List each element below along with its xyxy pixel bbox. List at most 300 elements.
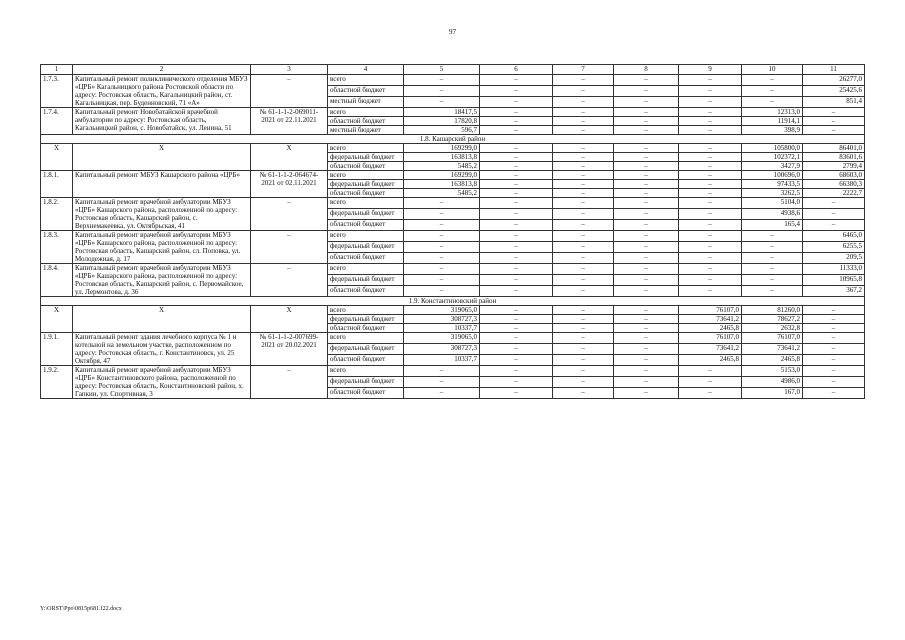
funding-source: всего bbox=[328, 306, 404, 315]
amount-cell: 163813,8 bbox=[404, 153, 480, 162]
amount-cell: – bbox=[553, 189, 614, 198]
amount-cell: – bbox=[742, 231, 803, 242]
amount-cell: – bbox=[679, 209, 742, 220]
funding-source: федеральный бюджет bbox=[328, 344, 404, 355]
amount-cell: – bbox=[614, 324, 679, 333]
amount-cell: – bbox=[803, 366, 865, 377]
amount-cell: – bbox=[553, 231, 614, 242]
amount-cell: – bbox=[404, 275, 480, 286]
amount-cell: 10337,7 bbox=[404, 324, 480, 333]
funding-source: областной бюджет bbox=[328, 220, 404, 231]
amount-cell: 81260,0 bbox=[742, 306, 803, 315]
item-description: Капитальный ремонт врачебной амбулатории МБУЗ «ЦРБ» Константиновского района, расположенной по адресу: Ростовская область, Константиновский район, х. Гапкин, ул. Спортивная, 3 bbox=[73, 366, 251, 399]
amount-cell: – bbox=[553, 153, 614, 162]
amount-cell: – bbox=[480, 162, 553, 171]
amount-cell: – bbox=[553, 388, 614, 399]
amount-cell: – bbox=[553, 97, 614, 108]
amount-cell: – bbox=[480, 286, 553, 297]
amount-cell: 66380,3 bbox=[803, 180, 865, 189]
funding-source: всего bbox=[328, 171, 404, 180]
amount-cell: – bbox=[742, 86, 803, 97]
amount-cell: – bbox=[614, 153, 679, 162]
amount-cell: – bbox=[803, 388, 865, 399]
amount-cell: 308727,3 bbox=[404, 315, 480, 324]
amount-cell: – bbox=[614, 180, 679, 189]
item-number: 1.9.1. bbox=[41, 333, 73, 366]
amount-cell: 76107,0 bbox=[679, 333, 742, 344]
amount-cell: – bbox=[803, 220, 865, 231]
table-row bbox=[41, 75, 865, 86]
amount-cell: – bbox=[679, 97, 742, 108]
amount-cell: – bbox=[480, 253, 553, 264]
amount-cell: 163813,8 bbox=[404, 180, 480, 189]
funding-source: всего bbox=[328, 264, 404, 275]
item-document: X bbox=[251, 306, 328, 333]
amount-cell: 2632,8 bbox=[742, 324, 803, 333]
amount-cell: – bbox=[614, 126, 679, 135]
page-number: 97 bbox=[449, 28, 456, 36]
amount-cell: 4938,6 bbox=[742, 209, 803, 220]
amount-cell: – bbox=[480, 189, 553, 198]
funding-source: всего bbox=[328, 108, 404, 117]
item-number: 1.8.4. bbox=[41, 264, 73, 297]
amount-cell: – bbox=[679, 75, 742, 86]
funding-source: областной бюджет bbox=[328, 355, 404, 366]
amount-cell: – bbox=[614, 231, 679, 242]
funding-source: областной бюджет bbox=[328, 189, 404, 198]
item-number: 1.8.3. bbox=[41, 231, 73, 264]
amount-cell: 2465,8 bbox=[679, 324, 742, 333]
column-header: 9 bbox=[679, 65, 742, 75]
funding-source: местный бюджет bbox=[328, 97, 404, 108]
amount-cell: – bbox=[679, 117, 742, 126]
column-header: 10 bbox=[742, 65, 803, 75]
amount-cell: 11333,0 bbox=[803, 264, 865, 275]
item-description: Капитальный ремонт врачебной амбулатории МБУЗ «ЦРБ» Кашарского района, расположенной по адресу: Ростовская область, Кашарский район, с. Верхнемакеевка, ул. Октябрьская, 41 bbox=[73, 198, 251, 231]
funding-source: всего bbox=[328, 144, 404, 153]
item-number: 1.8.1. bbox=[41, 171, 73, 198]
amount-cell: – bbox=[480, 306, 553, 315]
table-row bbox=[41, 198, 865, 209]
amount-cell: 3427,9 bbox=[742, 162, 803, 171]
amount-cell: – bbox=[679, 231, 742, 242]
budget-table bbox=[40, 64, 865, 399]
amount-cell: – bbox=[614, 97, 679, 108]
amount-cell: – bbox=[614, 162, 679, 171]
amount-cell: – bbox=[404, 253, 480, 264]
item-document: – bbox=[251, 231, 328, 264]
section-row bbox=[41, 297, 865, 306]
amount-cell: – bbox=[553, 306, 614, 315]
amount-cell: – bbox=[553, 220, 614, 231]
funding-source: областной бюджет bbox=[328, 286, 404, 297]
amount-cell: – bbox=[553, 355, 614, 366]
amount-cell: – bbox=[404, 264, 480, 275]
amount-cell: – bbox=[553, 171, 614, 180]
amount-cell: 5485,2 bbox=[404, 162, 480, 171]
table-row bbox=[41, 108, 865, 117]
funding-source: областной бюджет bbox=[328, 388, 404, 399]
amount-cell: – bbox=[553, 275, 614, 286]
amount-cell: 97433,5 bbox=[742, 180, 803, 189]
amount-cell: 398,9 bbox=[742, 126, 803, 135]
funding-source: федеральный бюджет bbox=[328, 315, 404, 324]
amount-cell: – bbox=[803, 209, 865, 220]
amount-cell: – bbox=[679, 242, 742, 253]
amount-cell: 105800,0 bbox=[742, 144, 803, 153]
amount-cell: – bbox=[614, 75, 679, 86]
amount-cell: – bbox=[742, 75, 803, 86]
amount-cell: – bbox=[480, 377, 553, 388]
amount-cell: 102372,1 bbox=[742, 153, 803, 162]
item-document: № 61-1-1-2-069011-2021 от 22.11.2021 bbox=[251, 108, 328, 135]
funding-source: всего bbox=[328, 75, 404, 86]
amount-cell: – bbox=[404, 366, 480, 377]
amount-cell: – bbox=[679, 162, 742, 171]
column-header: 11 bbox=[803, 65, 865, 75]
amount-cell: – bbox=[614, 366, 679, 377]
amount-cell: – bbox=[803, 344, 865, 355]
amount-cell: – bbox=[614, 242, 679, 253]
amount-cell: – bbox=[480, 242, 553, 253]
amount-cell: 367,2 bbox=[803, 286, 865, 297]
amount-cell: – bbox=[553, 108, 614, 117]
table-row bbox=[41, 333, 865, 344]
amount-cell: – bbox=[679, 144, 742, 153]
amount-cell: – bbox=[803, 377, 865, 388]
amount-cell: – bbox=[553, 117, 614, 126]
amount-cell: 68603,0 bbox=[803, 171, 865, 180]
amount-cell: 169299,0 bbox=[404, 171, 480, 180]
amount-cell: – bbox=[614, 388, 679, 399]
amount-cell: – bbox=[803, 126, 865, 135]
amount-cell: – bbox=[404, 198, 480, 209]
amount-cell: 4986,0 bbox=[742, 377, 803, 388]
amount-cell: – bbox=[679, 126, 742, 135]
amount-cell: – bbox=[553, 264, 614, 275]
funding-source: областной бюджет bbox=[328, 162, 404, 171]
amount-cell: – bbox=[480, 126, 553, 135]
item-document: X bbox=[251, 144, 328, 171]
amount-cell: – bbox=[614, 86, 679, 97]
amount-cell: – bbox=[614, 220, 679, 231]
item-description: Капитальный ремонт врачебной амбулатории МБУЗ «ЦРБ» Кашарского района, расположенной по адресу: Ростовская область, Кашарский район, сл. Поповка, ул. Молодежная, д. 17 bbox=[73, 231, 251, 264]
item-number: 1.7.3. bbox=[41, 75, 73, 108]
section-title: 1.8. Кашарский район bbox=[41, 135, 865, 144]
amount-cell: – bbox=[553, 162, 614, 171]
amount-cell: 73641,2 bbox=[679, 344, 742, 355]
amount-cell: – bbox=[404, 388, 480, 399]
funding-source: областной бюджет bbox=[328, 253, 404, 264]
amount-cell: – bbox=[480, 171, 553, 180]
amount-cell: – bbox=[553, 209, 614, 220]
amount-cell: – bbox=[480, 333, 553, 344]
amount-cell: – bbox=[614, 209, 679, 220]
amount-cell: – bbox=[480, 180, 553, 189]
amount-cell: – bbox=[614, 275, 679, 286]
item-description: Капитальный ремонт Новобатайской врачебной амбулатории по адресу: Ростовская область, Кагальницкий район, с. Новобатайск, ул. Ленина, 51 bbox=[73, 108, 251, 135]
item-number: 1.8.2. bbox=[41, 198, 73, 231]
amount-cell: – bbox=[679, 275, 742, 286]
amount-cell: – bbox=[480, 388, 553, 399]
amount-cell: – bbox=[404, 286, 480, 297]
amount-cell: – bbox=[803, 355, 865, 366]
amount-cell: – bbox=[404, 231, 480, 242]
amount-cell: – bbox=[679, 171, 742, 180]
amount-cell: – bbox=[679, 253, 742, 264]
amount-cell: – bbox=[480, 117, 553, 126]
column-header-row bbox=[41, 65, 865, 75]
amount-cell: – bbox=[480, 198, 553, 209]
amount-cell: 2465,8 bbox=[679, 355, 742, 366]
amount-cell: 86401,0 bbox=[803, 144, 865, 153]
item-document: – bbox=[251, 75, 328, 108]
amount-cell: – bbox=[404, 377, 480, 388]
table-row bbox=[41, 231, 865, 242]
column-header: 5 bbox=[404, 65, 480, 75]
item-number: X bbox=[41, 144, 73, 171]
amount-cell: 209,5 bbox=[803, 253, 865, 264]
amount-cell: – bbox=[480, 324, 553, 333]
amount-cell: – bbox=[404, 220, 480, 231]
amount-cell: 76107,0 bbox=[679, 306, 742, 315]
item-description: Капитальный ремонт здания лечебного корпуса № 1 и котельной на земельном участке, расположенном по адресу: Ростовская область, г. Константиновск, ул. 25 Октября, 47 bbox=[73, 333, 251, 366]
amount-cell: – bbox=[742, 242, 803, 253]
column-header: 8 bbox=[614, 65, 679, 75]
item-document: – bbox=[251, 366, 328, 399]
item-document: № 61-1-1-2-007699-2021 от 20.02.2021 bbox=[251, 333, 328, 366]
table-row bbox=[41, 171, 865, 180]
amount-cell: – bbox=[553, 242, 614, 253]
amount-cell: 3262,5 bbox=[742, 189, 803, 198]
amount-cell: – bbox=[404, 209, 480, 220]
file-path-footer: Y:\ORST\Ppo\0815p681.f22.docx bbox=[40, 606, 122, 612]
amount-cell: – bbox=[679, 180, 742, 189]
column-header: 7 bbox=[553, 65, 614, 75]
amount-cell: 319065,0 bbox=[404, 306, 480, 315]
amount-cell: 2222,7 bbox=[803, 189, 865, 198]
amount-cell: – bbox=[553, 86, 614, 97]
amount-cell: – bbox=[480, 86, 553, 97]
amount-cell: – bbox=[803, 324, 865, 333]
table-row bbox=[41, 306, 865, 315]
amount-cell: – bbox=[614, 117, 679, 126]
item-document: – bbox=[251, 198, 328, 231]
amount-cell: 83601,6 bbox=[803, 153, 865, 162]
amount-cell: – bbox=[679, 264, 742, 275]
amount-cell: – bbox=[480, 153, 553, 162]
amount-cell: – bbox=[553, 75, 614, 86]
amount-cell: – bbox=[480, 209, 553, 220]
amount-cell: 76107,0 bbox=[742, 333, 803, 344]
amount-cell: – bbox=[480, 75, 553, 86]
amount-cell: – bbox=[803, 333, 865, 344]
table-row bbox=[41, 144, 865, 153]
amount-cell: – bbox=[614, 306, 679, 315]
amount-cell: – bbox=[553, 377, 614, 388]
amount-cell: 26277,0 bbox=[803, 75, 865, 86]
amount-cell: – bbox=[679, 198, 742, 209]
funding-source: федеральный бюджет bbox=[328, 275, 404, 286]
amount-cell: 6255,5 bbox=[803, 242, 865, 253]
amount-cell: – bbox=[614, 253, 679, 264]
amount-cell: – bbox=[614, 344, 679, 355]
amount-cell: 25425,6 bbox=[803, 86, 865, 97]
column-header: 4 bbox=[328, 65, 404, 75]
section-title: 1.9. Константиновский район bbox=[41, 297, 865, 306]
amount-cell: – bbox=[614, 315, 679, 324]
amount-cell: – bbox=[553, 366, 614, 377]
amount-cell: – bbox=[553, 315, 614, 324]
amount-cell: 319065,0 bbox=[404, 333, 480, 344]
table-row bbox=[41, 264, 865, 275]
funding-source: областной бюджет bbox=[328, 117, 404, 126]
amount-cell: 2465,8 bbox=[742, 355, 803, 366]
amount-cell: – bbox=[404, 86, 480, 97]
table-row bbox=[41, 366, 865, 377]
amount-cell: – bbox=[679, 86, 742, 97]
amount-cell: 17820,8 bbox=[404, 117, 480, 126]
amount-cell: 2799,4 bbox=[803, 162, 865, 171]
amount-cell: – bbox=[803, 108, 865, 117]
amount-cell: 12313,0 bbox=[742, 108, 803, 117]
amount-cell: – bbox=[480, 144, 553, 153]
amount-cell: – bbox=[742, 264, 803, 275]
amount-cell: – bbox=[404, 97, 480, 108]
funding-source: всего bbox=[328, 231, 404, 242]
item-description: Капитальный ремонт врачебной амбулатории МБУЗ «ЦРБ» Кашарского района, расположенной по адресу: Ростовская область, Кашарский район, с. Первомайское, ул. Лермонтова, д. 36 bbox=[73, 264, 251, 297]
amount-cell: – bbox=[480, 315, 553, 324]
amount-cell: – bbox=[742, 97, 803, 108]
amount-cell: – bbox=[553, 144, 614, 153]
funding-source: федеральный бюджет bbox=[328, 209, 404, 220]
amount-cell: – bbox=[404, 242, 480, 253]
amount-cell: – bbox=[614, 171, 679, 180]
amount-cell: – bbox=[803, 198, 865, 209]
column-header: 1 bbox=[41, 65, 73, 75]
amount-cell: – bbox=[553, 126, 614, 135]
funding-source: федеральный бюджет bbox=[328, 180, 404, 189]
amount-cell: 10965,8 bbox=[803, 275, 865, 286]
table-body bbox=[41, 65, 865, 399]
section-row bbox=[41, 135, 865, 144]
amount-cell: 18417,5 bbox=[404, 108, 480, 117]
column-header: 6 bbox=[480, 65, 553, 75]
amount-cell: 5485,2 bbox=[404, 189, 480, 198]
amount-cell: 10337,7 bbox=[404, 355, 480, 366]
amount-cell: – bbox=[480, 275, 553, 286]
amount-cell: 596,7 bbox=[404, 126, 480, 135]
amount-cell: – bbox=[480, 97, 553, 108]
amount-cell: – bbox=[614, 377, 679, 388]
amount-cell: 6465,0 bbox=[803, 231, 865, 242]
amount-cell: – bbox=[553, 324, 614, 333]
amount-cell: 73641,2 bbox=[679, 315, 742, 324]
amount-cell: – bbox=[679, 366, 742, 377]
amount-cell: – bbox=[480, 231, 553, 242]
amount-cell: – bbox=[480, 355, 553, 366]
amount-cell: 73641,2 bbox=[742, 344, 803, 355]
amount-cell: – bbox=[480, 366, 553, 377]
funding-source: федеральный бюджет bbox=[328, 153, 404, 162]
amount-cell: – bbox=[614, 108, 679, 117]
amount-cell: 851,4 bbox=[803, 97, 865, 108]
amount-cell: – bbox=[553, 333, 614, 344]
amount-cell: – bbox=[803, 306, 865, 315]
item-number: 1.7.4. bbox=[41, 108, 73, 135]
amount-cell: – bbox=[803, 315, 865, 324]
funding-source: федеральный бюджет bbox=[328, 242, 404, 253]
funding-source: областной бюджет bbox=[328, 86, 404, 97]
amount-cell: – bbox=[553, 344, 614, 355]
column-header: 2 bbox=[73, 65, 251, 75]
amount-cell: – bbox=[679, 189, 742, 198]
amount-cell: – bbox=[614, 144, 679, 153]
amount-cell: – bbox=[679, 153, 742, 162]
amount-cell: 169299,0 bbox=[404, 144, 480, 153]
amount-cell: – bbox=[614, 264, 679, 275]
amount-cell: 5153,0 bbox=[742, 366, 803, 377]
amount-cell: – bbox=[480, 220, 553, 231]
amount-cell: – bbox=[679, 377, 742, 388]
funding-source: федеральный бюджет bbox=[328, 377, 404, 388]
amount-cell: – bbox=[679, 388, 742, 399]
amount-cell: 100696,0 bbox=[742, 171, 803, 180]
amount-cell: 308727,3 bbox=[404, 344, 480, 355]
funding-source: всего bbox=[328, 198, 404, 209]
item-document: № 61-1-1-2-064674-2021 от 02.11.2021 bbox=[251, 171, 328, 198]
amount-cell: – bbox=[553, 286, 614, 297]
amount-cell: – bbox=[679, 108, 742, 117]
amount-cell: – bbox=[553, 198, 614, 209]
amount-cell: – bbox=[614, 333, 679, 344]
item-description: X bbox=[73, 306, 251, 333]
item-description: Капитальный ремонт МБУЗ Кашарского района «ЦРБ» bbox=[73, 171, 251, 198]
amount-cell: 5104,0 bbox=[742, 198, 803, 209]
amount-cell: – bbox=[480, 264, 553, 275]
amount-cell: 165,4 bbox=[742, 220, 803, 231]
item-number: X bbox=[41, 306, 73, 333]
amount-cell: – bbox=[614, 286, 679, 297]
column-header: 3 bbox=[251, 65, 328, 75]
amount-cell: – bbox=[803, 117, 865, 126]
funding-source: всего bbox=[328, 366, 404, 377]
amount-cell: – bbox=[404, 75, 480, 86]
item-number: 1.9.2. bbox=[41, 366, 73, 399]
amount-cell: – bbox=[679, 286, 742, 297]
amount-cell: – bbox=[553, 180, 614, 189]
funding-source: всего bbox=[328, 333, 404, 344]
amount-cell: – bbox=[742, 253, 803, 264]
amount-cell: – bbox=[742, 286, 803, 297]
amount-cell: – bbox=[480, 108, 553, 117]
amount-cell: – bbox=[742, 275, 803, 286]
funding-source: местный бюджет bbox=[328, 126, 404, 135]
item-description: Капитальный ремонт поликлинического отделения МБУЗ «ЦРБ» Кагальницкого района Ростовской области по адресу: Ростовская область, Кагальницкий район, ст. Кагальницкая, пер. Буденновский, 71 «А» bbox=[73, 75, 251, 108]
item-description: X bbox=[73, 144, 251, 171]
funding-source: областной бюджет bbox=[328, 324, 404, 333]
amount-cell: 11914,1 bbox=[742, 117, 803, 126]
amount-cell: – bbox=[480, 344, 553, 355]
item-document: – bbox=[251, 264, 328, 297]
amount-cell: – bbox=[614, 198, 679, 209]
amount-cell: – bbox=[614, 355, 679, 366]
amount-cell: 167,0 bbox=[742, 388, 803, 399]
amount-cell: – bbox=[679, 220, 742, 231]
amount-cell: 78627,2 bbox=[742, 315, 803, 324]
amount-cell: – bbox=[553, 253, 614, 264]
amount-cell: – bbox=[614, 189, 679, 198]
